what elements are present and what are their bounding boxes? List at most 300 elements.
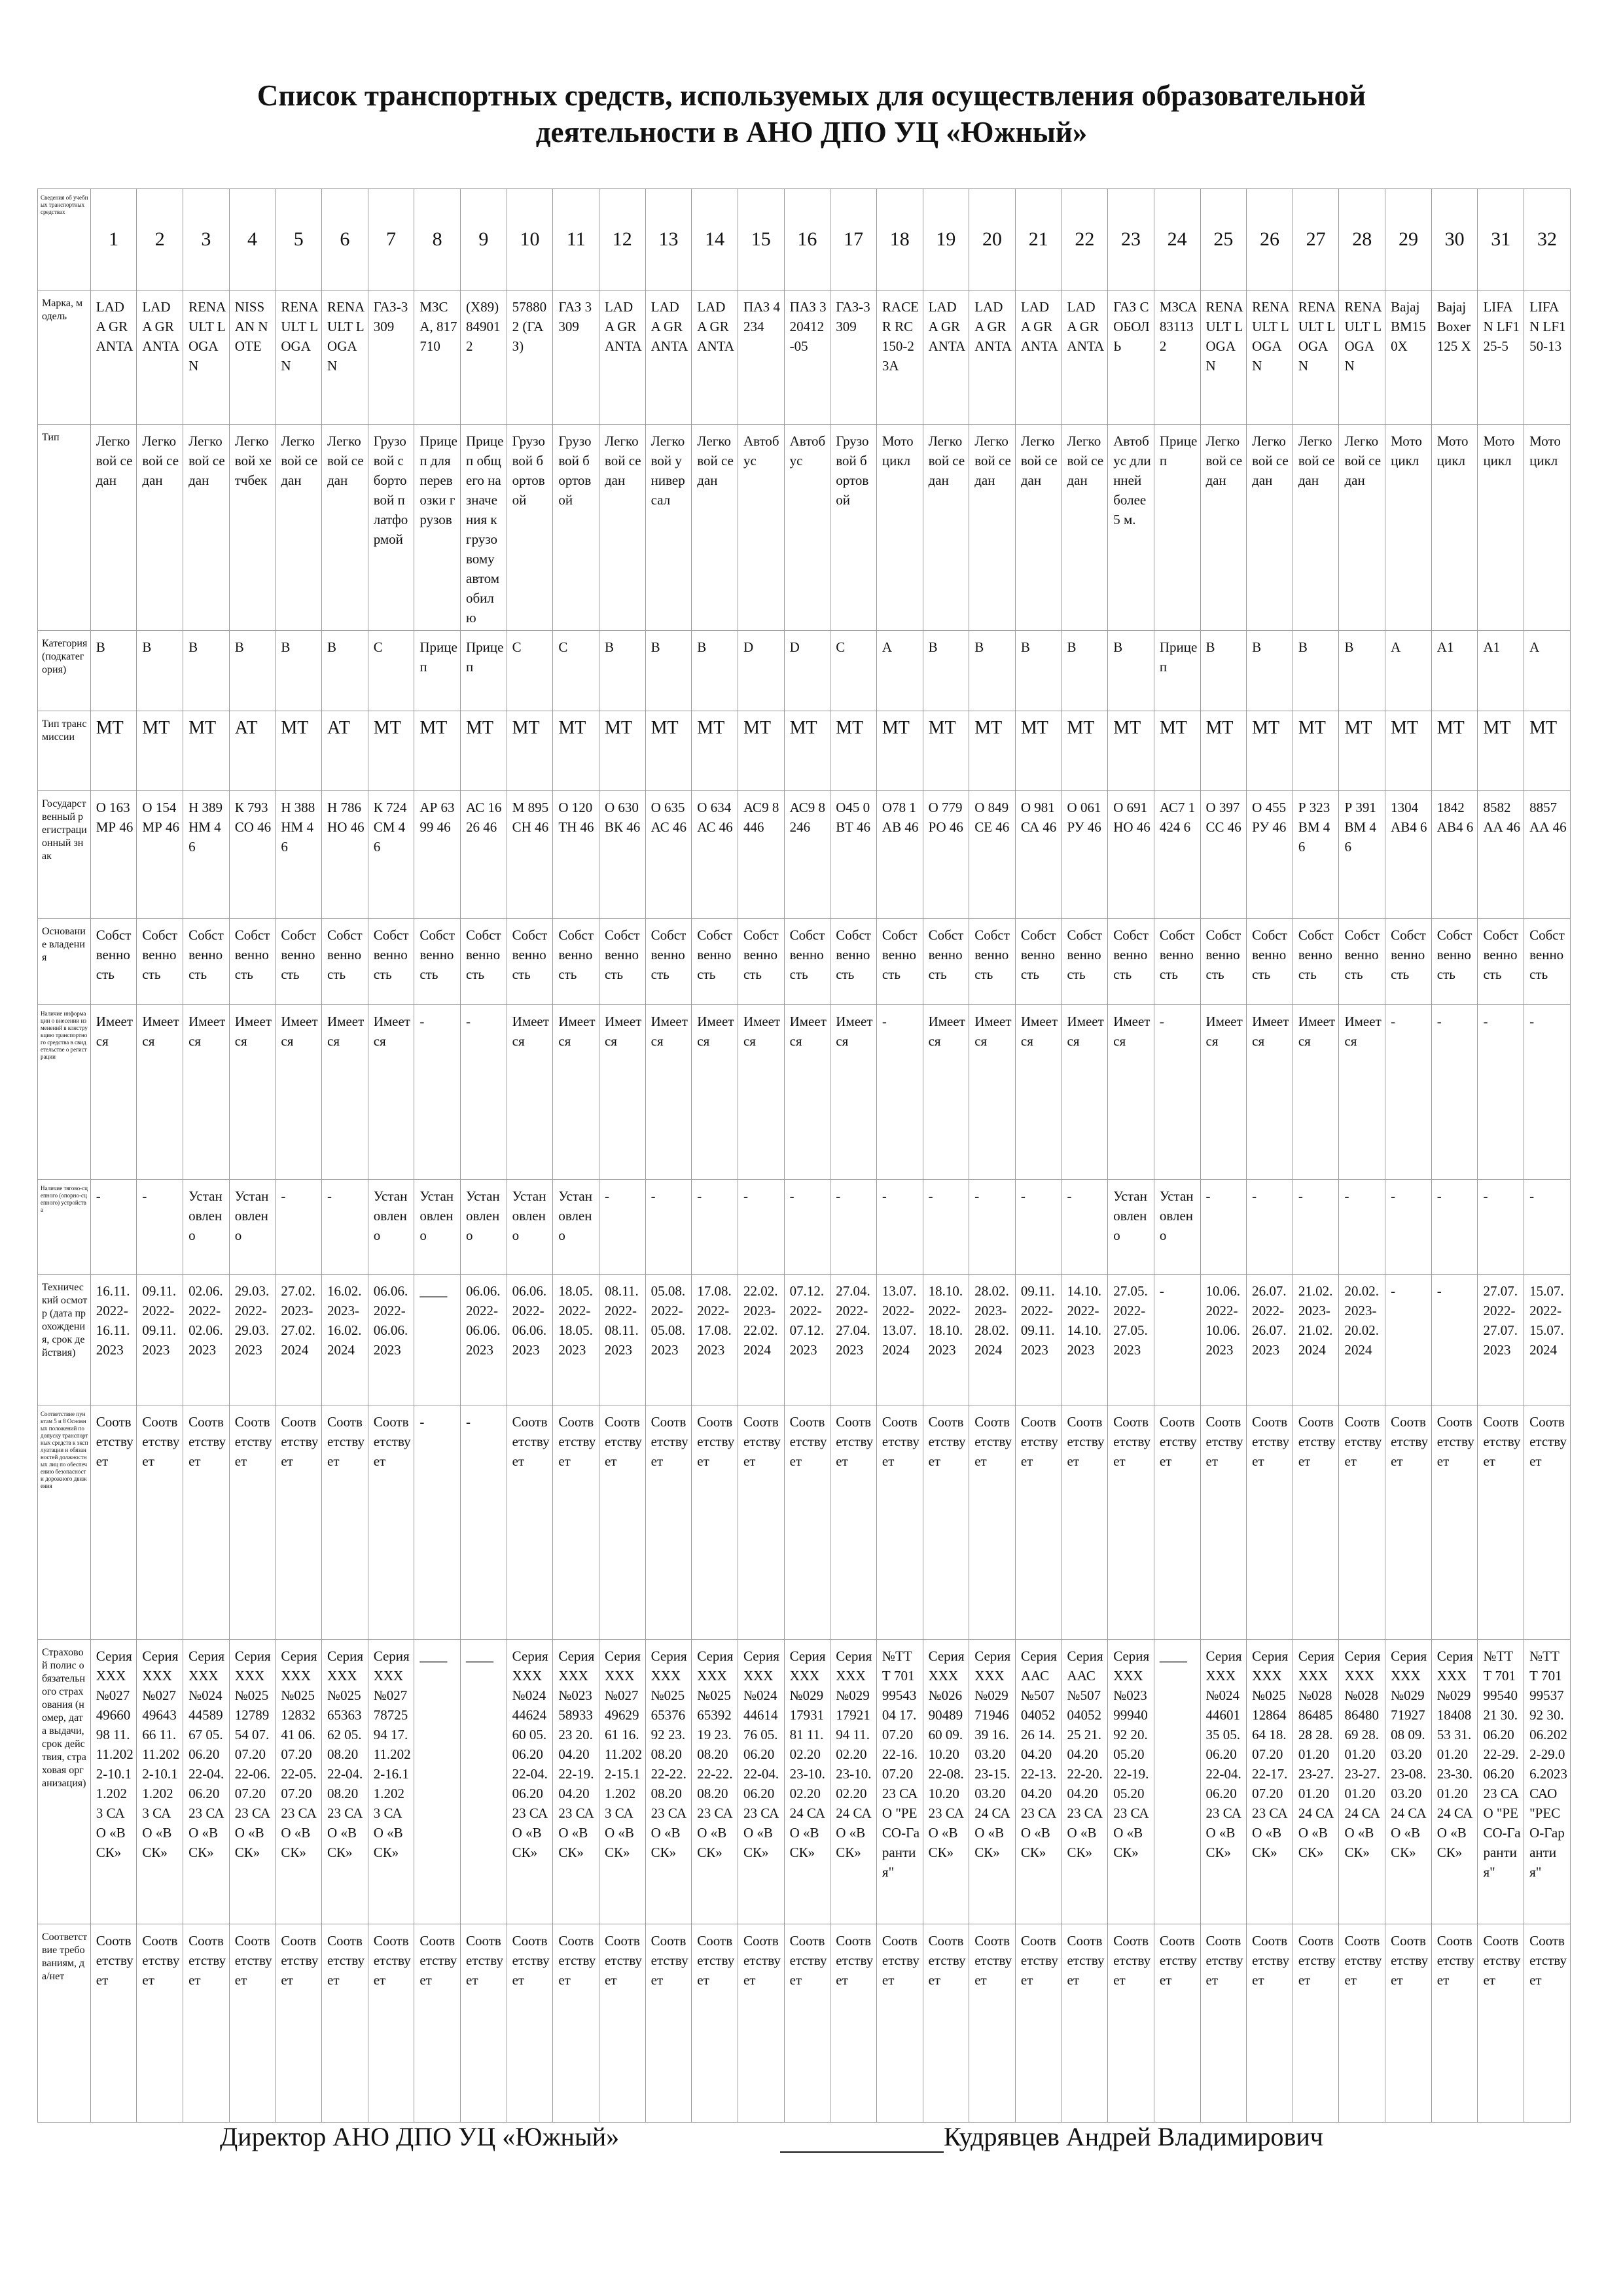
cell-requirements: Соответствует	[1154, 1924, 1200, 2123]
cell-type: Грузовой с бортовой платформой	[368, 425, 414, 631]
cell-header-number: 23	[1108, 189, 1154, 291]
cell-type: Легковой седан	[692, 425, 738, 631]
cell-ownership: Собственность	[830, 919, 877, 1005]
cell-model: LADA GRANTA	[137, 291, 183, 425]
cell-hitch: -	[1061, 1180, 1108, 1275]
cell-model: RENAULT LOGAN	[322, 291, 368, 425]
cell-insurance: Серия ХХХ №0269048960 09.10.2022-08.10.2023 САО «ВСК»	[923, 1640, 969, 1924]
cell-transmission: МТ	[368, 711, 414, 791]
director-name: Кудрявцев Андрей Владимирович	[944, 2122, 1323, 2151]
cell-compliance: Соответствует	[1478, 1405, 1524, 1640]
cell-ownership: Собственность	[229, 919, 276, 1005]
cell-inspection: 29.03.2022-29.03.2023	[229, 1275, 276, 1405]
cell-header-number: 4	[229, 189, 276, 291]
cell-header-number: 19	[923, 189, 969, 291]
cell-modification-info: Имеется	[276, 1005, 322, 1180]
cell-modification-info: -	[414, 1005, 461, 1180]
cell-compliance: Соответствует	[692, 1405, 738, 1640]
cell-insurance: Серия ХХХ №0244458967 05.06.2022-04.06.2023 САО «ВСК»	[183, 1640, 230, 1924]
cell-requirements: Соответствует	[90, 1924, 137, 2123]
cell-compliance: Соответствует	[1385, 1405, 1432, 1640]
cell-compliance: -	[461, 1405, 507, 1640]
signature-line	[780, 2151, 944, 2153]
cell-insurance: Серия ХХХ №0256539219 23.08.2022-22.08.2023 САО «ВСК»	[692, 1640, 738, 1924]
cell-inspection: 21.02.2023-21.02.2024	[1293, 1275, 1339, 1405]
cell-hitch: -	[1524, 1180, 1571, 1275]
cell-plate: АС9 8446	[738, 791, 784, 919]
cell-insurance: Серия ХХХ №0244462460 05.06.2022-04.06.2023 САО «ВСК»	[507, 1640, 553, 1924]
cell-ownership: Собственность	[368, 919, 414, 1005]
cell-ownership: Собственность	[1478, 919, 1524, 1005]
cell-ownership: Собственность	[969, 919, 1016, 1005]
cell-transmission: МТ	[1339, 711, 1385, 791]
cell-type: Легковой седан	[1293, 425, 1339, 631]
cell-type: Мотоцикл	[1524, 425, 1571, 631]
cell-model: ГАЗ СОБОЛЬ	[1108, 291, 1154, 425]
cell-hitch: -	[830, 1180, 877, 1275]
cell-insurance: №ТТТ 7019953792 30.06.2022-29.06.2023 САО "РЕСО-Гарантия"	[1524, 1640, 1571, 1924]
cell-plate: 8582 АА 46	[1478, 791, 1524, 919]
row-requirements	[38, 1924, 1571, 2123]
cell-ownership: Собственность	[1339, 919, 1385, 1005]
cell-plate: АР 6399 46	[414, 791, 461, 919]
cell-compliance: Соответствует	[507, 1405, 553, 1640]
cell-hitch: -	[1015, 1180, 1061, 1275]
cell-plate: АС7 1424 6	[1154, 791, 1200, 919]
row-label-inspection: Технический осмотр (дата прохождения, срок действия)	[38, 1275, 91, 1405]
page-title	[0, 77, 1623, 150]
cell-category: A	[1385, 631, 1432, 711]
cell-model: МЗСА 831132	[1154, 291, 1200, 425]
cell-type: Легковой седан	[923, 425, 969, 631]
cell-type: Грузовой бортовой	[507, 425, 553, 631]
cell-requirements: Соответствует	[507, 1924, 553, 2123]
cell-transmission: МТ	[1154, 711, 1200, 791]
cell-insurance: Серия ХХХ №0256537692 23.08.2022-22.08.2023 САО «ВСК»	[645, 1640, 692, 1924]
cell-inspection: 27.05.2022-27.05.2023	[1108, 1275, 1154, 1405]
cell-type: Грузовой бортовой	[830, 425, 877, 631]
cell-modification-info: Имеется	[1200, 1005, 1247, 1180]
cell-requirements: Соответствует	[1015, 1924, 1061, 2123]
cell-header-number: 20	[969, 189, 1016, 291]
cell-ownership: Собственность	[1061, 919, 1108, 1005]
cell-inspection: 16.02.2023-16.02.2024	[322, 1275, 368, 1405]
cell-transmission: МТ	[1108, 711, 1154, 791]
cell-type: Легковой седан	[322, 425, 368, 631]
cell-inspection: 08.11.2022-08.11.2023	[599, 1275, 645, 1405]
cell-plate: Р 391 ВМ 46	[1339, 791, 1385, 919]
cell-inspection: 07.12.2022-07.12.2023	[784, 1275, 830, 1405]
cell-type: Легковой седан	[90, 425, 137, 631]
cell-ownership: Собственность	[276, 919, 322, 1005]
cell-inspection: 18.10.2022-18.10.2023	[923, 1275, 969, 1405]
cell-hitch: -	[1293, 1180, 1339, 1275]
cell-header-number: 2	[137, 189, 183, 291]
cell-header-number: 25	[1200, 189, 1247, 291]
cell-inspection: ____	[414, 1275, 461, 1405]
vehicles-table-wrapper	[37, 188, 1571, 2093]
cell-compliance: Соответствует	[1108, 1405, 1154, 1640]
cell-compliance: Соответствует	[368, 1405, 414, 1640]
cell-insurance: Серия ХХХ №0291793181 11.02.2023-10.02.2024 САО «ВСК»	[784, 1640, 830, 1924]
row-header-number	[38, 189, 1571, 291]
cell-plate: О 630 ВК 46	[599, 791, 645, 919]
cell-insurance: №ТТТ 7019954021 30.06.2022-29.06.2023 САО "РЕСО-Гарантия"	[1478, 1640, 1524, 1924]
cell-transmission: МТ	[507, 711, 553, 791]
cell-header-number: 31	[1478, 189, 1524, 291]
row-label-compliance: Соответствие пунктам 5 и 8 Основных положений по допуску транспортных средств к эксплуатации и обязанностей должностных лиц по обеспечению безопасности дорожного движения	[38, 1405, 91, 1640]
row-plate	[38, 791, 1571, 919]
cell-requirements: Соответствует	[322, 1924, 368, 2123]
cell-model: ГАЗ-3309	[368, 291, 414, 425]
cell-type: Мотоцикл	[1478, 425, 1524, 631]
signature-footer	[0, 2121, 1623, 2161]
cell-requirements: Соответствует	[1524, 1924, 1571, 2123]
cell-category: A	[1524, 631, 1571, 711]
cell-type: Мотоцикл	[876, 425, 923, 631]
cell-transmission: МТ	[553, 711, 599, 791]
cell-type: Грузовой бортовой	[553, 425, 599, 631]
cell-transmission: МТ	[923, 711, 969, 791]
cell-type: Автобус	[784, 425, 830, 631]
row-compliance	[38, 1405, 1571, 1640]
cell-type: Прицеп общего назначения к грузовому автомобилю	[461, 425, 507, 631]
cell-ownership: Собственность	[692, 919, 738, 1005]
cell-category: Прицеп	[414, 631, 461, 711]
cell-hitch: -	[1200, 1180, 1247, 1275]
cell-transmission: МТ	[876, 711, 923, 791]
cell-ownership: Собственность	[461, 919, 507, 1005]
cell-modification-info: -	[1431, 1005, 1478, 1180]
cell-model: LADA GRANTA	[599, 291, 645, 425]
cell-requirements: Соответствует	[1293, 1924, 1339, 2123]
cell-header-number: 5	[276, 189, 322, 291]
cell-modification-info: -	[1154, 1005, 1200, 1180]
cell-category: B	[969, 631, 1016, 711]
cell-insurance: Серия ХХХ №0291840853 31.01.2023-30.01.2024 САО «ВСК»	[1431, 1640, 1478, 1924]
cell-category: D	[784, 631, 830, 711]
cell-category: C	[507, 631, 553, 711]
cell-header-number: 6	[322, 189, 368, 291]
cell-inspection: 22.02.2023-22.02.2024	[738, 1275, 784, 1405]
cell-requirements: Соответствует	[1247, 1924, 1293, 2123]
cell-category: Прицеп	[1154, 631, 1200, 711]
cell-plate: Н 786 НО 46	[322, 791, 368, 919]
cell-compliance: Соответствует	[1293, 1405, 1339, 1640]
cell-model: LADA GRANTA	[1015, 291, 1061, 425]
cell-category: B	[1061, 631, 1108, 711]
cell-hitch: -	[599, 1180, 645, 1275]
cell-requirements: Соответствует	[969, 1924, 1016, 2123]
cell-insurance: Серия ХХХ №0235893323 20.04.2022-19.04.2023 САО «ВСК»	[553, 1640, 599, 1924]
cell-header-number: 30	[1431, 189, 1478, 291]
cell-category: C	[830, 631, 877, 711]
cell-type: Легковой универсал	[645, 425, 692, 631]
cell-requirements: Соответствует	[599, 1924, 645, 2123]
cell-modification-info: Имеется	[599, 1005, 645, 1180]
cell-compliance: Соответствует	[1200, 1405, 1247, 1640]
cell-model: LIFAN LF150-13	[1524, 291, 1571, 425]
cell-plate: О 634 АС 46	[692, 791, 738, 919]
cell-plate: К 724 СМ 46	[368, 791, 414, 919]
cell-modification-info: Имеется	[1339, 1005, 1385, 1180]
cell-plate: О 981 СА 46	[1015, 791, 1061, 919]
cell-modification-info: -	[1524, 1005, 1571, 1180]
cell-requirements: Соответствует	[692, 1924, 738, 2123]
cell-modification-info: Имеется	[229, 1005, 276, 1180]
cell-hitch: -	[923, 1180, 969, 1275]
cell-type: Легковой седан	[1339, 425, 1385, 631]
cell-inspection: -	[1154, 1275, 1200, 1405]
cell-model: LADA GRANTA	[1061, 291, 1108, 425]
cell-inspection: 06.06.2022-06.06.2023	[368, 1275, 414, 1405]
cell-compliance: Соответствует	[1431, 1405, 1478, 1640]
cell-category: A1	[1431, 631, 1478, 711]
cell-ownership: Собственность	[1154, 919, 1200, 1005]
cell-category: B	[1200, 631, 1247, 711]
cell-header-number: 8	[414, 189, 461, 291]
cell-hitch: Установлено	[507, 1180, 553, 1275]
cell-inspection: 13.07.2022-13.07.2024	[876, 1275, 923, 1405]
cell-hitch: Установлено	[553, 1180, 599, 1275]
cell-insurance: Серия ХХХ №0274962961 16.11.2022-15.11.2023 САО «ВСК»	[599, 1640, 645, 1924]
cell-plate: АС 1626 46	[461, 791, 507, 919]
cell-transmission: МТ	[1293, 711, 1339, 791]
row-model	[38, 291, 1571, 425]
cell-hitch: -	[692, 1180, 738, 1275]
cell-ownership: Собственность	[1431, 919, 1478, 1005]
cell-compliance: Соответствует	[183, 1405, 230, 1640]
cell-header-number: 32	[1524, 189, 1571, 291]
cell-ownership: Собственность	[183, 919, 230, 1005]
cell-modification-info: Имеется	[183, 1005, 230, 1180]
cell-type: Легковой седан	[1247, 425, 1293, 631]
cell-requirements: Соответствует	[461, 1924, 507, 2123]
cell-insurance: Серия ХХХ №0274966098 11.11.2022-10.11.2023 САО «ВСК»	[90, 1640, 137, 1924]
cell-compliance: Соответствует	[276, 1405, 322, 1640]
cell-type: Автобус длинней более 5 м.	[1108, 425, 1154, 631]
cell-model: Bajaj Boxer 125 X	[1431, 291, 1478, 425]
cell-compliance: Соответствует	[1339, 1405, 1385, 1640]
cell-category: B	[322, 631, 368, 711]
cell-transmission: МТ	[183, 711, 230, 791]
cell-category: B	[1247, 631, 1293, 711]
cell-inspection: 27.04.2022-27.04.2023	[830, 1275, 877, 1405]
cell-insurance: ____	[1154, 1640, 1200, 1924]
cell-type: Легковой седан	[1200, 425, 1247, 631]
cell-insurance: Серия ХХХ №0244461476 05.06.2022-04.06.2023 САО «ВСК»	[738, 1640, 784, 1924]
cell-insurance: Серия ХХХ №0288648528 28.01.2023-27.01.2024 САО «ВСК»	[1293, 1640, 1339, 1924]
cell-ownership: Собственность	[507, 919, 553, 1005]
cell-inspection: 17.08.2022-17.08.2023	[692, 1275, 738, 1405]
cell-modification-info: Имеется	[507, 1005, 553, 1180]
director-title: Директор АНО ДПО УЦ «Южный»	[220, 2122, 620, 2151]
cell-modification-info: Имеется	[784, 1005, 830, 1180]
vehicles-table	[37, 188, 1571, 2123]
cell-type: Легковой седан	[137, 425, 183, 631]
cell-category: C	[553, 631, 599, 711]
cell-model: RACER RC150-23A	[876, 291, 923, 425]
cell-plate: О 779 РО 46	[923, 791, 969, 919]
cell-compliance: Соответствует	[1061, 1405, 1108, 1640]
cell-inspection: -	[1385, 1275, 1432, 1405]
cell-requirements: Соответствует	[1108, 1924, 1154, 2123]
cell-model: 578802 (ГАЗ)	[507, 291, 553, 425]
cell-insurance: Серия ХХХ №0274964366 11.11.2022-10.11.2023 САО «ВСК»	[137, 1640, 183, 1924]
row-label-hitch: Наличие тягово-сцепного (опорно-сцепного) устройства	[38, 1180, 91, 1275]
cell-requirements: Соответствует	[1431, 1924, 1478, 2123]
cell-hitch: -	[738, 1180, 784, 1275]
cell-plate: О 120 ТН 46	[553, 791, 599, 919]
cell-transmission: МТ	[1247, 711, 1293, 791]
cell-header-number: 3	[183, 189, 230, 291]
cell-modification-info: Имеется	[368, 1005, 414, 1180]
cell-category: C	[368, 631, 414, 711]
cell-transmission: МТ	[1385, 711, 1432, 791]
cell-requirements: Соответствует	[1385, 1924, 1432, 2123]
cell-category: B	[1293, 631, 1339, 711]
cell-plate: О45 0ВТ 46	[830, 791, 877, 919]
cell-modification-info: Имеется	[1108, 1005, 1154, 1180]
row-transmission	[38, 711, 1571, 791]
row-label-category: Категория (подкатегория)	[38, 631, 91, 711]
cell-plate: О 397 СС 46	[1200, 791, 1247, 919]
cell-type: Мотоцикл	[1385, 425, 1432, 631]
cell-modification-info: -	[876, 1005, 923, 1180]
cell-category: Прицеп	[461, 631, 507, 711]
cell-requirements: Соответствует	[1200, 1924, 1247, 2123]
cell-plate: О 635 АС 46	[645, 791, 692, 919]
cell-category: B	[692, 631, 738, 711]
cell-transmission: МТ	[692, 711, 738, 791]
cell-hitch: -	[1339, 1180, 1385, 1275]
cell-header-number: 16	[784, 189, 830, 291]
row-label-model: Марка, модель	[38, 291, 91, 425]
cell-transmission: МТ	[1431, 711, 1478, 791]
cell-insurance: Серия ХХХ №0239994092 20.05.2022-19.05.2023 САО «ВСК»	[1108, 1640, 1154, 1924]
cell-hitch: -	[1478, 1180, 1524, 1275]
cell-category: B	[229, 631, 276, 711]
cell-transmission: АТ	[229, 711, 276, 791]
cell-hitch: Установлено	[368, 1180, 414, 1275]
cell-modification-info: Имеется	[692, 1005, 738, 1180]
cell-hitch: -	[90, 1180, 137, 1275]
cell-modification-info: Имеется	[1061, 1005, 1108, 1180]
cell-plate: О 849 СЕ 46	[969, 791, 1016, 919]
cell-plate: 1304 АВ4 6	[1385, 791, 1432, 919]
row-label-transmission: Тип трансмиссии	[38, 711, 91, 791]
cell-plate: К 793 СО 46	[229, 791, 276, 919]
row-label-requirements: Соответствие требованиям, да/нет	[38, 1924, 91, 2123]
cell-ownership: Собственность	[1200, 919, 1247, 1005]
cell-hitch: Установлено	[183, 1180, 230, 1275]
cell-type: Прицеп для перевозки грузов	[414, 425, 461, 631]
cell-requirements: Соответствует	[1478, 1924, 1524, 2123]
cell-requirements: Соответствует	[137, 1924, 183, 2123]
cell-hitch: Установлено	[1108, 1180, 1154, 1275]
cell-type: Автобус	[738, 425, 784, 631]
row-label-header-number: Сведения об учебных транспортных средствах	[38, 189, 91, 291]
cell-category: B	[599, 631, 645, 711]
cell-transmission: МТ	[969, 711, 1016, 791]
cell-compliance: Соответствует	[90, 1405, 137, 1640]
row-label-plate: Государственный регистрационный знак	[38, 791, 91, 919]
cell-inspection: -	[1431, 1275, 1478, 1405]
cell-requirements: Соответствует	[784, 1924, 830, 2123]
cell-type: Легковой хетчбек	[229, 425, 276, 631]
cell-model: LADA GRANTA	[692, 291, 738, 425]
cell-compliance: Соответствует	[553, 1405, 599, 1640]
row-inspection	[38, 1275, 1571, 1405]
cell-category: B	[645, 631, 692, 711]
cell-inspection: 14.10.2022-14.10.2023	[1061, 1275, 1108, 1405]
cell-requirements: Соответствует	[183, 1924, 230, 2123]
cell-insurance: Серия ХХХ №0291792194 11.02.2023-10.02.2024 САО «ВСК»	[830, 1640, 877, 1924]
cell-hitch: -	[876, 1180, 923, 1275]
cell-modification-info: Имеется	[137, 1005, 183, 1180]
cell-model: ГАЗ-3309	[830, 291, 877, 425]
cell-compliance: Соответствует	[876, 1405, 923, 1640]
cell-model: (Х89)849012	[461, 291, 507, 425]
cell-model: RENAULT LOGAN	[276, 291, 322, 425]
row-hitch	[38, 1180, 1571, 1275]
cell-plate: Н 388 НМ 46	[276, 791, 322, 919]
cell-header-number: 15	[738, 189, 784, 291]
cell-insurance: Серия ААС №5070405225 21.04.2022-20.04.2023 САО «ВСК»	[1061, 1640, 1108, 1924]
cell-modification-info: Имеется	[969, 1005, 1016, 1180]
cell-requirements: Соответствует	[414, 1924, 461, 2123]
cell-model: LADA GRANTA	[923, 291, 969, 425]
cell-modification-info: Имеется	[923, 1005, 969, 1180]
cell-category: B	[1108, 631, 1154, 711]
cell-type: Легковой седан	[1061, 425, 1108, 631]
cell-hitch: -	[1431, 1180, 1478, 1275]
cell-hitch: Установлено	[1154, 1180, 1200, 1275]
cell-ownership: Собственность	[1247, 919, 1293, 1005]
cell-ownership: Собственность	[553, 919, 599, 1005]
cell-header-number: 26	[1247, 189, 1293, 291]
cell-ownership: Собственность	[414, 919, 461, 1005]
cell-inspection: 27.02.2023-27.02.2024	[276, 1275, 322, 1405]
cell-ownership: Собственность	[599, 919, 645, 1005]
cell-transmission: МТ	[738, 711, 784, 791]
cell-category: B	[276, 631, 322, 711]
cell-inspection: 28.02.2023-28.02.2024	[969, 1275, 1016, 1405]
cell-modification-info: Имеется	[830, 1005, 877, 1180]
cell-plate: О 061 РУ 46	[1061, 791, 1108, 919]
cell-model: NISSAN NOTE	[229, 291, 276, 425]
cell-insurance: Серия ХХХ №0297192708 09.03.2023-08.03.2024 САО «ВСК»	[1385, 1640, 1432, 1924]
cell-transmission: МТ	[1200, 711, 1247, 791]
cell-inspection: 18.05.2022-18.05.2023	[553, 1275, 599, 1405]
cell-model: LADA GRANTA	[90, 291, 137, 425]
cell-hitch: -	[137, 1180, 183, 1275]
cell-hitch: Установлено	[414, 1180, 461, 1275]
cell-inspection: 06.06.2022-06.06.2023	[507, 1275, 553, 1405]
cell-inspection: 10.06.2022-10.06.2023	[1200, 1275, 1247, 1405]
cell-insurance: Серия ХХХ №0256536362 05.08.2022-04.08.2023 САО «ВСК»	[322, 1640, 368, 1924]
cell-inspection: 06.06.2022-06.06.2023	[461, 1275, 507, 1405]
cell-ownership: Собственность	[1108, 919, 1154, 1005]
cell-ownership: Собственность	[322, 919, 368, 1005]
cell-ownership: Собственность	[137, 919, 183, 1005]
cell-compliance: Соответствует	[738, 1405, 784, 1640]
cell-inspection: 02.06.2022-02.06.2023	[183, 1275, 230, 1405]
cell-ownership: Собственность	[1015, 919, 1061, 1005]
cell-type: Легковой седан	[276, 425, 322, 631]
cell-transmission: МТ	[90, 711, 137, 791]
cell-header-number: 18	[876, 189, 923, 291]
